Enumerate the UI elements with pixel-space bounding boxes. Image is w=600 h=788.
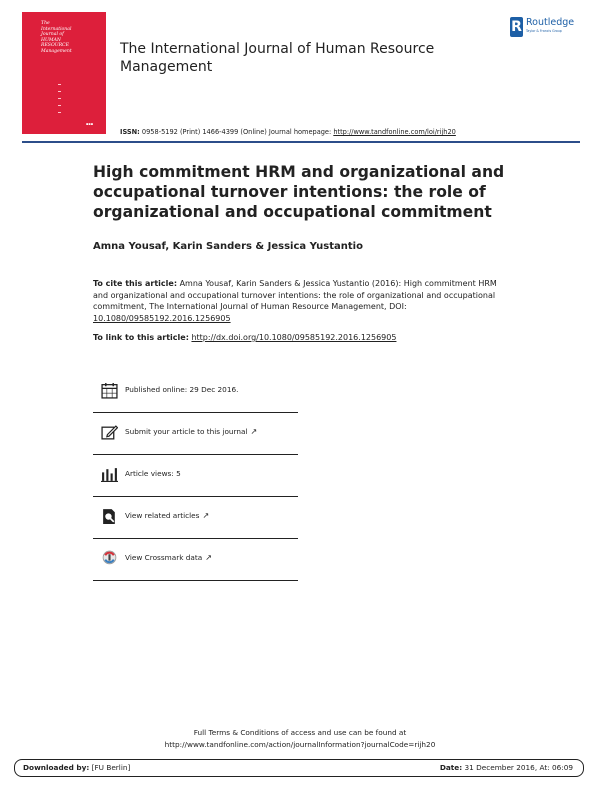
cite-label: To cite this article: [93, 279, 178, 288]
cover-line: Journal of [41, 32, 64, 38]
downloaded-value: [FU Berlin] [91, 763, 131, 772]
citation-block [93, 278, 513, 324]
published-online-text: Published online: 29 Dec 2016. [125, 385, 239, 394]
list-item[interactable] [93, 539, 298, 581]
header-divider [22, 141, 580, 143]
cover-line: The [41, 21, 50, 26]
journal-cover [22, 12, 106, 134]
download-info-bar [14, 759, 584, 777]
routledge-r-icon: R [511, 19, 522, 35]
publisher-sub: Taylor & Francis Group [526, 29, 562, 33]
download-date [440, 763, 573, 772]
terms-link [0, 740, 600, 749]
date-value: 31 December 2016, At: 06:09 [464, 763, 573, 772]
link-label: To link to this article: [93, 333, 189, 342]
publisher-name: Routledge [526, 17, 575, 28]
article-title: High commitment HRM and organizational and occupational turnover intentions: the role of organizational and occupational commitment [93, 163, 505, 221]
cover-publisher-mark: ▪▪▪ [86, 122, 94, 126]
submit-article-link[interactable] [125, 427, 257, 436]
list-item [93, 455, 298, 497]
cite-text: Amna Yousaf, Karin Sanders & Jessica Yustantio (2016): High commitment HRM and organizational and occupational turnover intentions: the role of organizational and occupational commitment, The International Journal of Human Resource Management, DOI: [93, 279, 497, 312]
article-authors: Amna Yousaf, Karin Sanders & Jessica Yustantio [93, 241, 363, 252]
article-views-text: Article views: 5 [125, 469, 181, 478]
doi-link[interactable]: 10.1080/09585192.2016.1256905 [93, 313, 231, 323]
cover-line: International [41, 26, 72, 32]
downloaded-label: Downloaded by: [23, 763, 90, 772]
edit-icon [101, 424, 118, 441]
cover-title [41, 21, 101, 55]
issn-label: ISSN: [120, 128, 140, 136]
article-link[interactable]: http://dx.doi.org/10.1080/09585192.2016.1256905 [191, 333, 397, 342]
article-info-list [93, 371, 298, 581]
crossmark-label: View Crossmark data [125, 553, 203, 562]
journal-title: The International Journal of Human Resource Management [120, 41, 435, 75]
cover-line: HUMAN [41, 37, 61, 43]
crossmark-link[interactable] [125, 553, 212, 562]
cover-line: RESOURCE [41, 43, 69, 49]
issn-line [120, 128, 456, 136]
calendar-icon [101, 382, 118, 399]
related-articles-label: View related articles [125, 511, 200, 520]
article-link-line [93, 333, 396, 342]
external-link-icon: ↗ [250, 427, 258, 436]
cover-line: Management [41, 48, 72, 54]
downloaded-by [23, 763, 130, 772]
terms-text: Full Terms & Conditions of access and use can be found at [193, 728, 407, 737]
list-item [93, 371, 298, 413]
list-item[interactable] [93, 497, 298, 539]
terms-url-link[interactable]: http://www.tandfonline.com/action/journalInformation?journalCode=rijh20 [164, 740, 436, 749]
routledge-logo[interactable] [510, 18, 590, 40]
list-item[interactable] [93, 413, 298, 455]
journal-homepage-link[interactable]: http://www.tandfonline.com/loi/rijh20 [333, 128, 456, 136]
date-label: Date: [439, 763, 463, 772]
crossmark-icon [101, 550, 118, 567]
cover-decoration [58, 84, 62, 119]
external-link-icon: ↗ [202, 511, 210, 520]
external-link-icon: ↗ [205, 553, 212, 562]
related-articles-link[interactable] [125, 511, 209, 520]
submit-article-label: Submit your article to this journal [125, 427, 248, 436]
bar-chart-icon [101, 466, 118, 483]
issn-text: 0958-5192 (Print) 1466-4399 (Online) Journal homepage: [141, 128, 332, 136]
search-document-icon [101, 508, 118, 525]
